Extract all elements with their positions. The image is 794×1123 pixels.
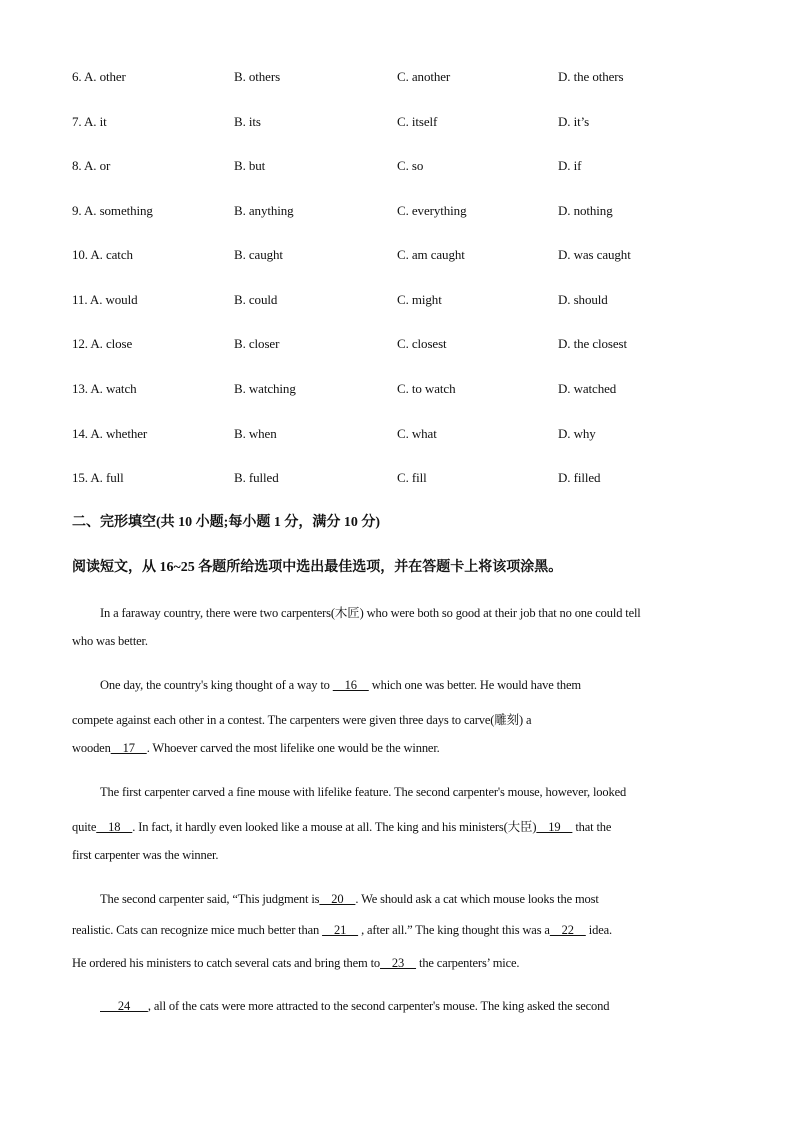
passage-line: who was better. [72,634,148,648]
option-a: 14. A. whether [72,426,148,441]
option-b: B. but [234,158,266,173]
passage-line: first carpenter was the winner. [72,848,219,862]
option-b: B. caught [234,247,283,262]
passage-text: wooden [72,741,111,755]
passage-text: . We should ask a cat which mouse looks the most [355,892,599,906]
option-a: 9. A. something [72,203,153,218]
passage-line [72,817,732,835]
option-a: 15. A. full [72,470,124,485]
blank-23: 23 [380,956,417,970]
passage-text: , all of the cats were more attracted to the second carpenter's mouse. The king asked the second [147,999,610,1013]
option-c: C. another [397,69,451,84]
passage-text: . In fact, it hardly even looked like a mouse at all. The king and his ministers(大臣) [132,820,537,834]
option-d: D. if [558,158,582,173]
option-a: 7. A. it [72,114,107,129]
passage-line: In a faraway country, there were two carpenters(木匠) who were both so good at their job that no one could tell [100,606,641,620]
blank-18: 18 [96,820,133,834]
question-7-options [72,114,752,134]
question-8-options [72,158,752,178]
passage-text: which one was better. He would have them [368,678,581,692]
question-6-options [72,69,752,89]
blank-22: 22 [549,923,586,937]
option-b: B. fulled [234,470,279,485]
option-d: D. the others [558,69,624,84]
passage-text: He ordered his ministers to catch several cats and bring them to [72,956,381,970]
blank-21: 21 [322,923,359,937]
section-title: 二、完形填空(共 10 小题;每小题 1 分，满分 10 分) [72,515,380,530]
passage-text: , after all.” The king thought this was a [358,923,550,937]
option-d: D. watched [558,381,617,396]
option-d: D. should [558,292,608,307]
option-a: 10. A. catch [72,247,133,262]
blank-24: 24 [100,999,148,1013]
blank-17: 17 [110,741,147,755]
option-a: 12. A. close [72,336,133,351]
blank-20: 20 [319,892,356,906]
option-d: D. it’s [558,114,590,129]
passage-line [72,956,732,971]
passage-line [100,892,760,907]
passage-line [72,923,732,938]
option-c: C. itself [397,114,438,129]
option-d: D. nothing [558,203,613,218]
blank-16: 16 [332,678,369,692]
option-a: 6. A. other [72,69,126,84]
passage-text: . Whoever carved the most lifelike one would be the winner. [146,741,440,755]
question-12-options [72,336,752,356]
question-10-options [72,247,752,267]
option-c: C. so [397,158,424,173]
option-d: D. why [558,426,596,441]
option-c: C. might [397,292,442,307]
passage-text: The second carpenter said, “This judgment is [100,892,320,906]
passage-text: idea. [585,923,612,937]
option-b: B. closer [234,336,280,351]
passage-line: The first carpenter carved a fine mouse with lifelike feature. The second carpenter's mouse, however, looked [100,785,627,799]
option-d: D. was caught [558,247,631,262]
passage-line [72,741,732,756]
passage-text: One day, the country's king thought of a way to [100,678,333,692]
option-a: 8. A. or [72,158,111,173]
question-9-options [72,203,752,223]
passage-line: compete against each other in a contest. The carpenters were given three days to carve(雕刻) a [72,713,532,727]
option-b: B. anything [234,203,294,218]
option-c: C. closest [397,336,447,351]
option-a: 11. A. would [72,292,138,307]
question-13-options [72,381,752,401]
question-14-options [72,426,752,446]
option-b: B. when [234,426,277,441]
passage-line [100,999,760,1014]
blank-19: 19 [536,820,573,834]
option-b: B. watching [234,381,296,396]
option-c: C. am caught [397,247,465,262]
question-15-options [72,470,752,490]
option-c: C. fill [397,470,427,485]
passage-text: realistic. Cats can recognize mice much better than [72,923,323,937]
option-c: C. everything [397,203,467,218]
passage-line [100,678,760,693]
option-a: 13. A. watch [72,381,137,396]
option-c: C. to watch [397,381,456,396]
option-d: D. filled [558,470,601,485]
option-d: D. the closest [558,336,628,351]
passage-text: quite [72,820,97,834]
passage-text: the carpenters’ mice. [416,956,520,970]
question-11-options [72,292,752,312]
option-c: C. what [397,426,437,441]
option-b: B. its [234,114,261,129]
passage-text: that the [572,820,612,834]
section-instruction: 阅读短文，从 16~25 各题所给选项中选出最佳选项，并在答题卡上将该项涂黑。 [72,560,563,575]
option-b: B. others [234,69,281,84]
option-b: B. could [234,292,278,307]
